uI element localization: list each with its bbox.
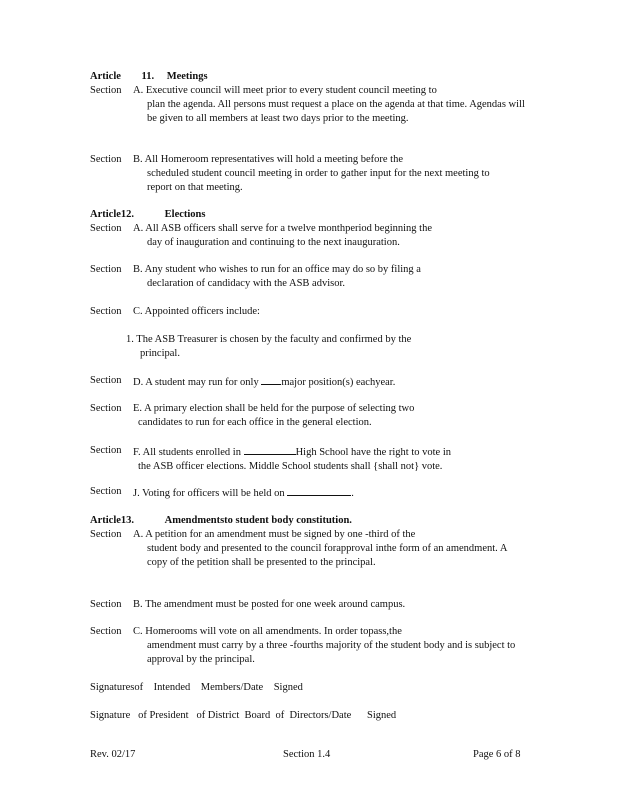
section-text-cont: scheduled student council meeting in order to gather input for the next meeting to report on that meeting. [147, 168, 490, 193]
section-text-cont: day of inauguration and continuing to the next inauguration. [147, 237, 400, 248]
article-11-section-a [90, 84, 530, 126]
article-13-section-a [90, 528, 530, 570]
article-12-section-b [90, 263, 530, 291]
section-text: C. Appointed officers include: [133, 306, 260, 317]
item-text-first: 1. The ASB Treasurer is chosen by the faculty and confirmed by the [126, 334, 412, 345]
section-label: Section [90, 306, 122, 317]
section-text-post: . [351, 488, 354, 499]
section-text-first: A. All ASB officers shall serve for a twelve monthperiod beginning the [133, 223, 432, 234]
section-text: B. The amendment must be posted for one week around campus. [133, 599, 406, 610]
section-text-cont: plan the agenda. All persons must request a place on the agenda at that time. Agendas will be given to all members at least two days prior to the meeting. [147, 99, 525, 124]
section-label: Section [90, 223, 122, 234]
item-text-cont: principal. [140, 348, 180, 359]
section-text-cont: candidates to run for each office in the general election. [138, 417, 372, 428]
article-number: Article13. [90, 515, 135, 526]
section-label: Section [90, 486, 122, 497]
section-text-pre: F. All students enrolled in [133, 447, 241, 458]
footer-section: Section 1.4 [283, 749, 331, 760]
footer-revision: Rev. 02/17 [90, 749, 136, 760]
section-text-cont: student body and presented to the council forapproval inthe form of an amendment. A copy of the petition shall be presented to the principal. [147, 543, 507, 568]
article-11-section-b [90, 153, 530, 195]
section-label: Section [90, 264, 122, 275]
section-label: Section [90, 375, 122, 386]
article-12-section-c [90, 305, 530, 319]
article-11-heading [90, 70, 208, 84]
section-text-first: A. A petition for an amendment must be signed by one -third of the [133, 529, 416, 540]
section-text-first: A. Executive council will meet prior to every student council meeting to [133, 85, 437, 96]
section-label: Section [90, 403, 122, 414]
section-text-cont: the ASB officer elections. Middle School students shall {shall not} vote. [138, 461, 443, 472]
section-text-pre: D. A student may run for only [133, 377, 259, 388]
section-label: Section [90, 85, 122, 96]
section-label: Section [90, 626, 122, 637]
section-text-first: E. A primary election shall be held for the purpose of selecting two [133, 403, 415, 414]
section-label: Section [90, 599, 122, 610]
footer-page-number: Page 6 of 8 [473, 749, 521, 760]
signature-line-members: Signaturesof Intended Members/Date Signed [90, 682, 303, 693]
section-text-cont: declaration of candidacy with the ASB advisor. [147, 278, 345, 289]
blank-line[interactable] [261, 374, 281, 385]
section-text-post: major position(s) eachyear. [281, 377, 396, 388]
blank-line[interactable] [244, 444, 296, 455]
article-12-section-f [90, 444, 530, 474]
article-title: Elections [164, 209, 206, 220]
blank-line[interactable] [287, 485, 351, 496]
article-12-section-a [90, 222, 530, 250]
article-number: Article12. [90, 209, 135, 220]
section-text-first: B. All Homeroom representatives will hold a meeting before the [133, 154, 404, 165]
article-number: Article [90, 71, 121, 82]
article-12-section-e [90, 402, 530, 430]
section-label: Section [90, 445, 122, 456]
section-text-post: High School have the right to vote in [295, 447, 452, 458]
article-12-heading [90, 208, 206, 222]
section-text-cont: amendment must carry by a three -fourths majority of the student body and is subject to approval by the principal. [147, 640, 516, 665]
section-text-pre: J. Voting for officers will be held on [133, 488, 285, 499]
article-title: Amendmentsto student body constitution. [164, 515, 352, 526]
article-title: Meetings [166, 71, 208, 82]
section-label: Section [90, 154, 122, 165]
article-12-section-j [90, 485, 530, 501]
article-13-section-c [90, 625, 530, 667]
section-text-first: B. Any student who wishes to run for an office may do so by filing a [133, 264, 421, 275]
section-label: Section [90, 529, 122, 540]
section-text-first: C. Homerooms will vote on all amendments. In order topass,the [133, 626, 402, 637]
signature-line-president: Signature of President of District Board of Directors/Date Signed [90, 710, 397, 721]
article-12-item-1 [126, 333, 516, 361]
article-13-heading [90, 514, 352, 528]
article-13-section-b [90, 598, 530, 612]
article-roman: 11. [141, 71, 155, 82]
article-12-section-d [90, 374, 530, 390]
